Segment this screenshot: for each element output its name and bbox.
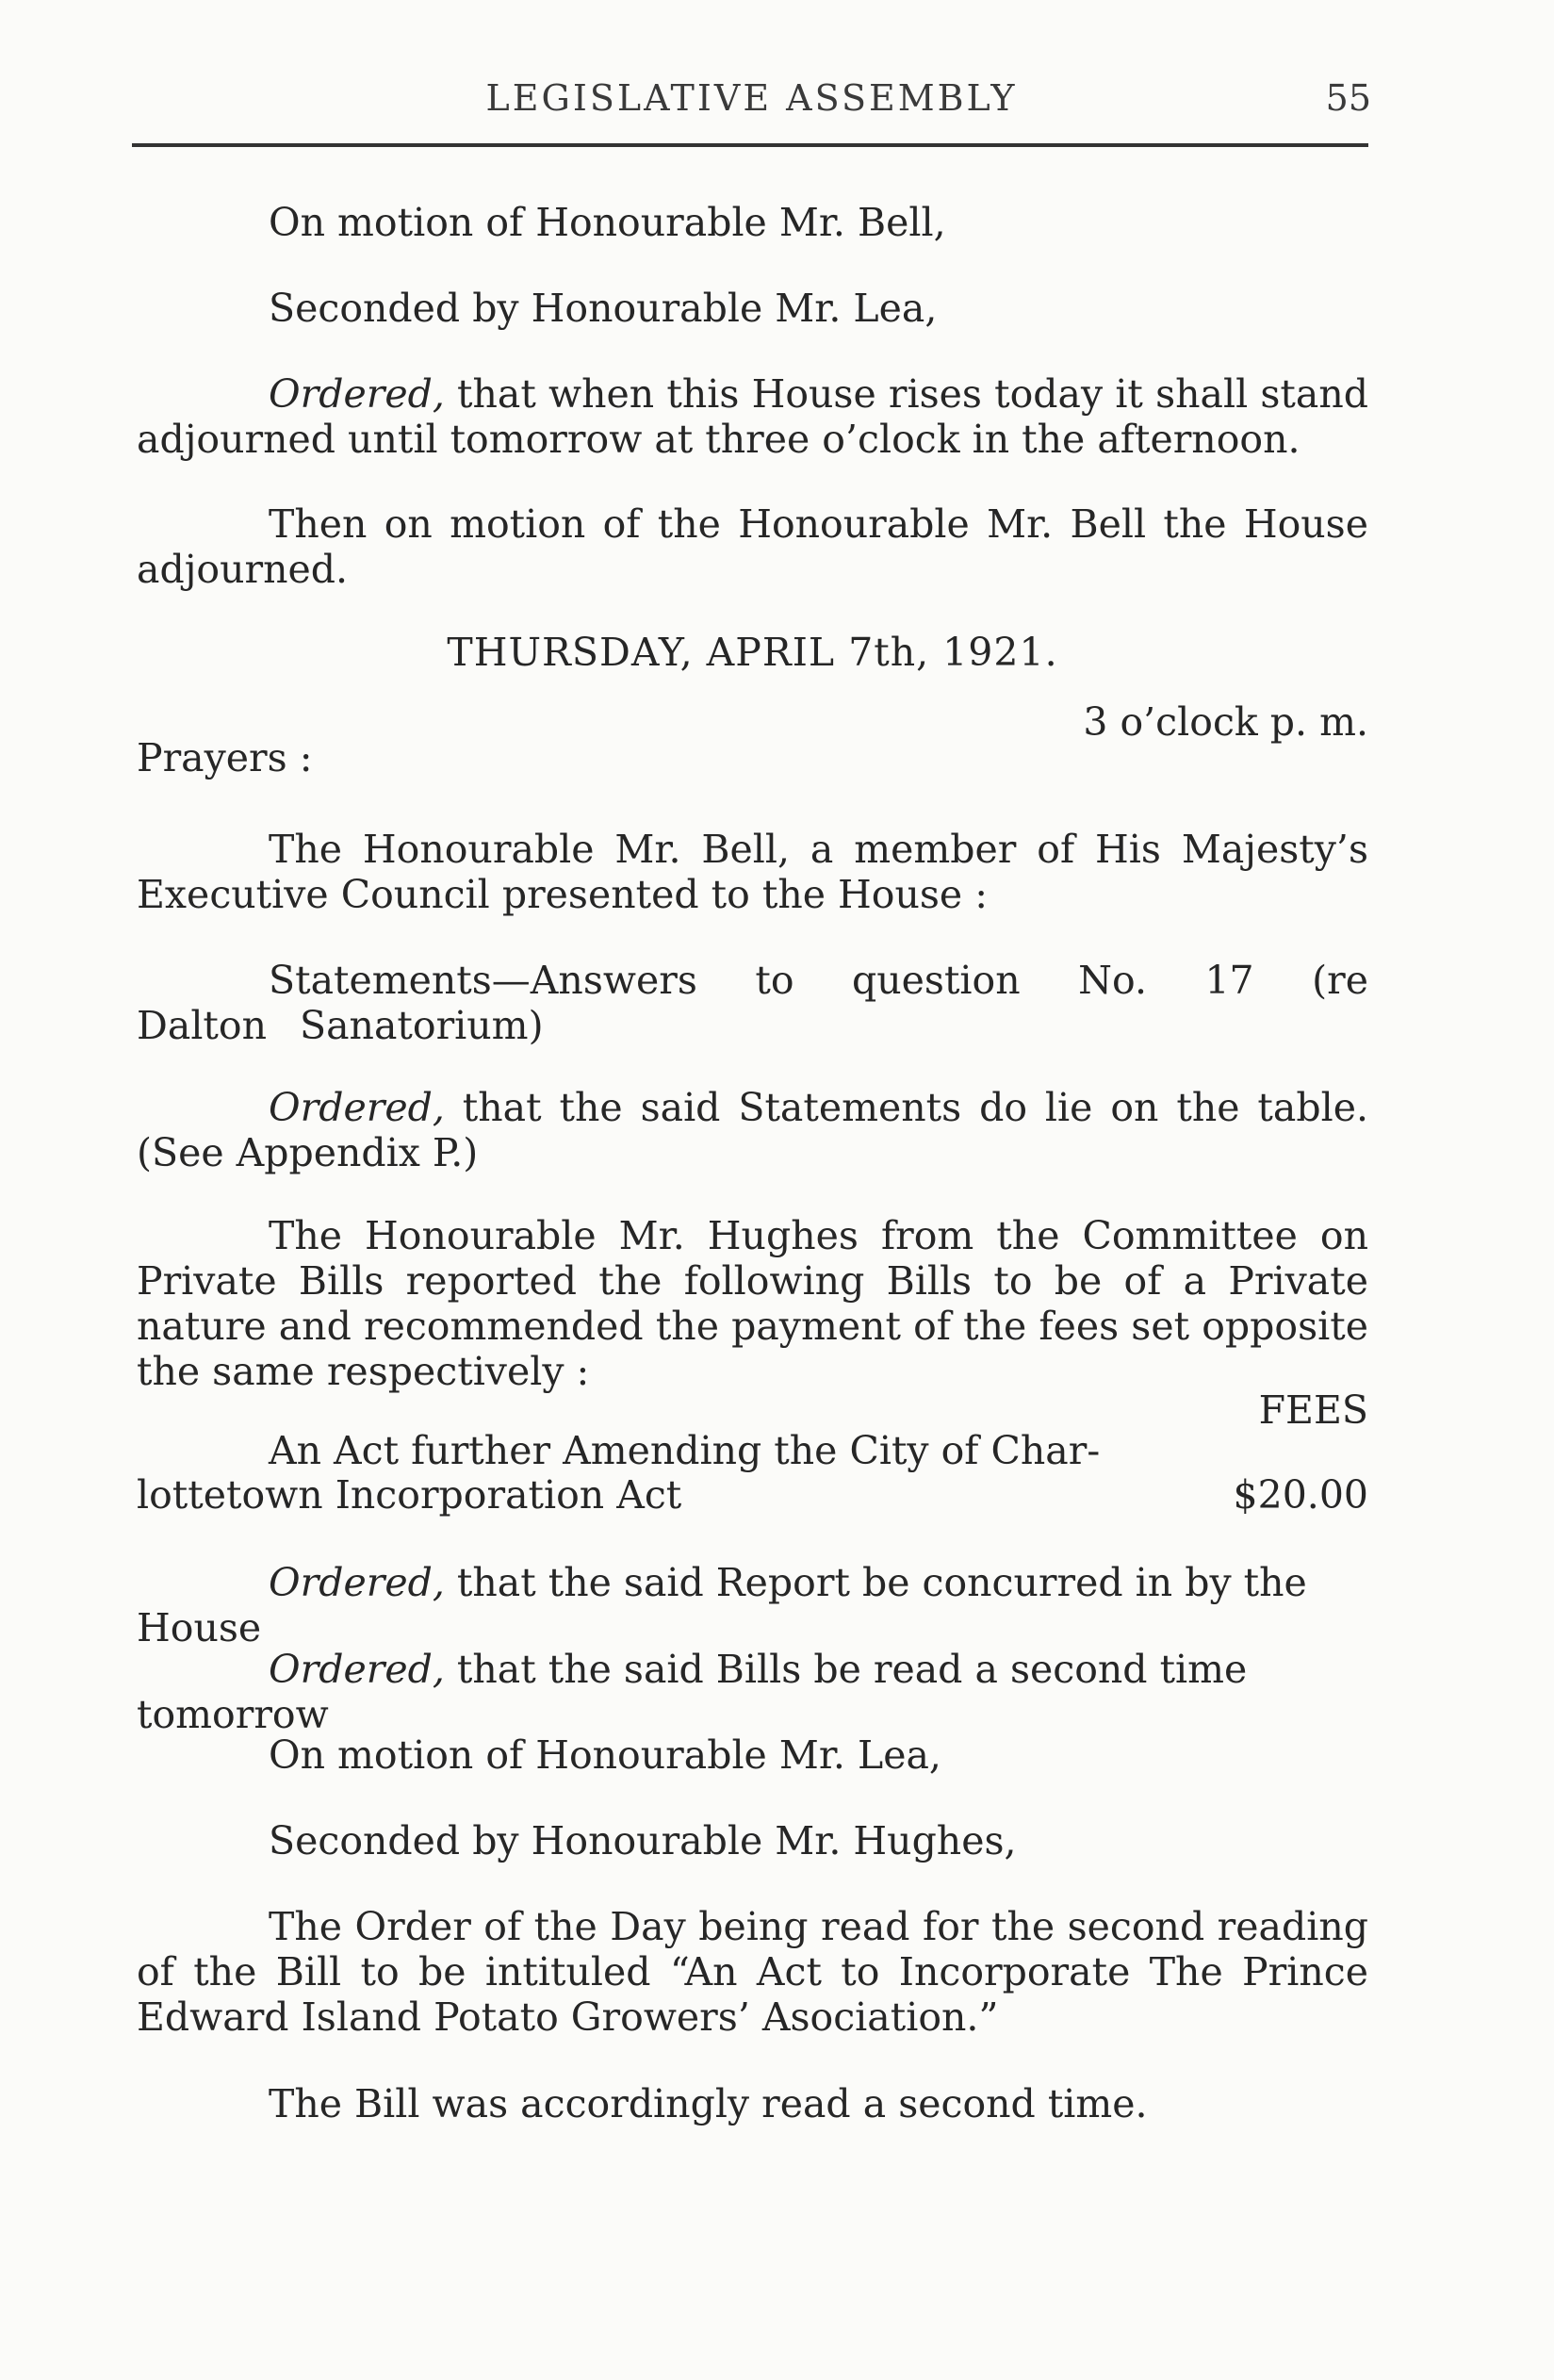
bill-title-line2: lottetown Incorporation Act bbox=[137, 1472, 682, 1518]
presentation-paragraph: The Honourable Mr. Bell, a member of His Majesty’s Executive Council presented to the House : bbox=[137, 827, 1368, 917]
concurrence-paragraph bbox=[137, 1560, 1368, 1650]
ordered-label: Ordered, bbox=[269, 1085, 445, 1130]
ordered-label: Ordered, bbox=[269, 1560, 445, 1605]
adjournment-paragraph: Then on motion of the Honourable Mr. Bell the House adjourned. bbox=[137, 501, 1368, 592]
prayers-label: Prayers : bbox=[137, 735, 313, 780]
second-reading-order-paragraph bbox=[137, 1647, 1368, 1737]
header-title: LEGISLATIVE ASSEMBLY bbox=[485, 77, 1018, 119]
motion-paragraph: On motion of Honourable Mr. Bell, bbox=[269, 200, 946, 245]
seconded-paragraph: Seconded by Honourable Mr. Lea, bbox=[269, 286, 938, 331]
bill-title-line1: An Act further Amending the City of Char- bbox=[269, 1428, 1101, 1473]
ordered-label: Ordered, bbox=[269, 371, 445, 417]
order-text: that the said Statements do lie on the table. (See Appendix P.) bbox=[137, 1085, 1368, 1175]
running-header bbox=[132, 75, 1371, 123]
ordered-label: Ordered, bbox=[269, 1647, 445, 1692]
fees-heading: FEES bbox=[1258, 1387, 1368, 1433]
statements-paragraph: Statements—Answers to question No. 17 (re Dalton Sanatorium) bbox=[137, 958, 1368, 1048]
page-number: 55 bbox=[1325, 77, 1371, 119]
order-paragraph bbox=[137, 371, 1368, 462]
date-heading: THURSDAY, APRIL 7th, 1921. bbox=[447, 630, 1058, 675]
bill-row-continued bbox=[137, 1472, 1368, 1518]
bill-fee: $20.00 bbox=[1233, 1472, 1368, 1518]
header-rule bbox=[132, 143, 1368, 147]
order-of-day-paragraph: The Order of the Day being read for the second reading of the Bill to be intituled “An Act to Incorporate The Prince Edward Island Potato Growers’ Asociation.” bbox=[137, 1904, 1368, 2040]
motion-paragraph-2: On motion of Honourable Mr. Lea, bbox=[269, 1732, 941, 1778]
sitting-time: 3 o’clock p. m. bbox=[1083, 699, 1368, 745]
committee-report-paragraph: The Honourable Mr. Hughes from the Committee on Private Bills reported the following Bills to be of a Private nature and recommended the payment of the fees set opposite the same respectively : bbox=[137, 1213, 1368, 1394]
seconded-paragraph-2: Seconded by Honourable Mr. Hughes, bbox=[269, 1818, 1017, 1863]
order-text: that the said Report be concurred in by the House bbox=[137, 1560, 1307, 1650]
bill-row bbox=[137, 1428, 1368, 1473]
order-table-paragraph bbox=[137, 1085, 1368, 1175]
order-text: that when this House rises today it shall stand adjourned until tomorrow at three o’clock in the afternoon. bbox=[137, 371, 1368, 462]
bill-read-paragraph: The Bill was accordingly read a second time. bbox=[269, 2081, 1148, 2126]
order-text: that the said Bills be read a second time tomorrow bbox=[137, 1647, 1248, 1737]
